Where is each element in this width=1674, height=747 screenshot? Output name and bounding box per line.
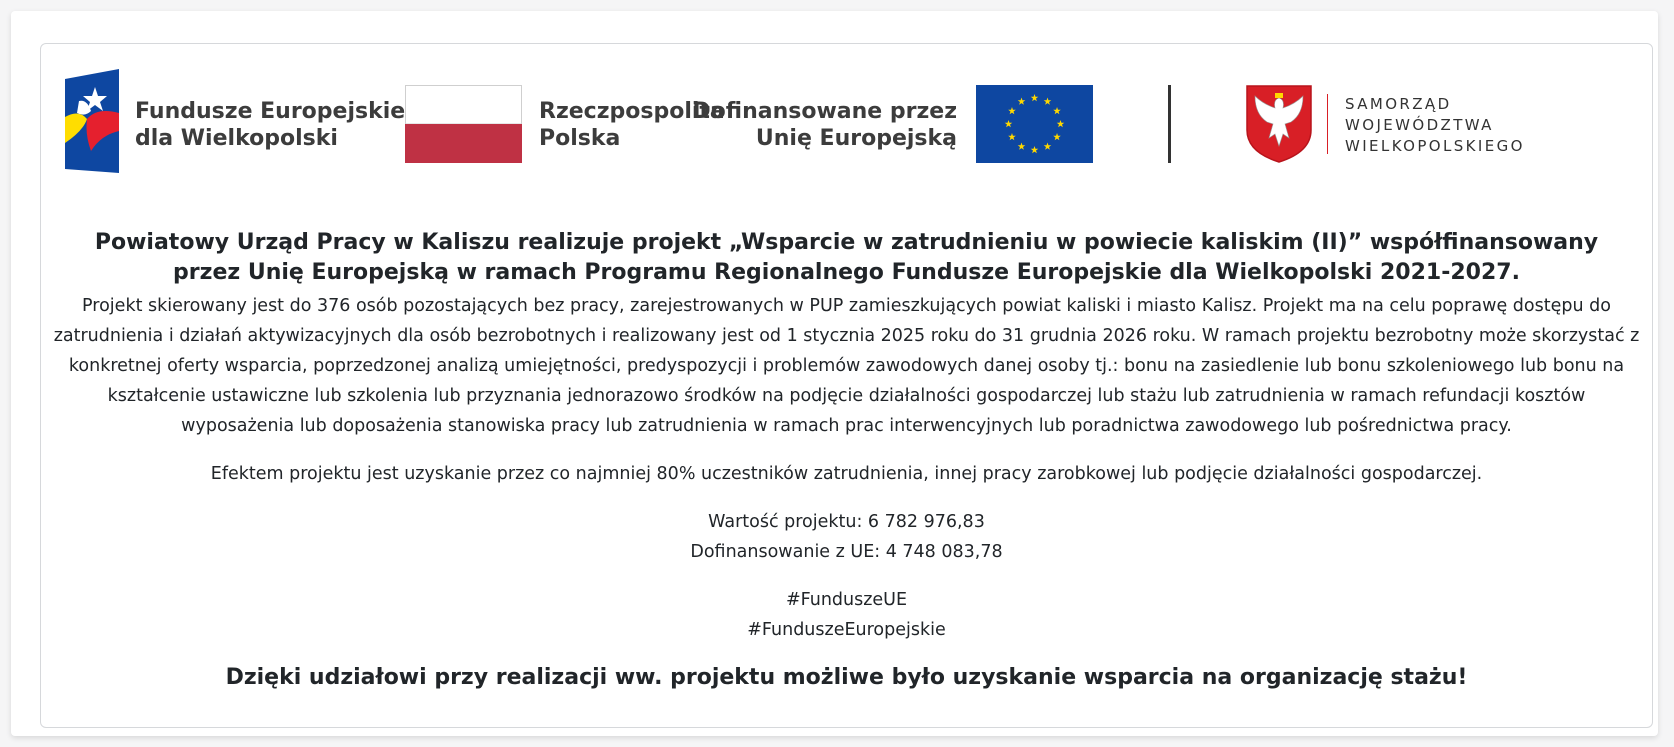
project-description: Projekt skierowany jest do 376 osób pozostających bez pracy, zarejestrowanych w PUP zamieszkujących powiat kaliski i miasto Kalisz. Projekt ma na celu poprawę dostępu do zatrudnienia i działań aktywizacyjnych dla osób bezrobotnych i realizowany jest od 1 stycznia 2025 roku do 31 grudnia 2026 roku. W ramach projektu bezrobotny może skorzystać z konkretnej oferty wsparcia, poprzedzonej analizą umiejętności, predyspozycji i problemów zawodowych danej osoby tj.: bonu na zasiedlenie lub bonu szkoleniowego lub bonu na kształcenie ustawiczne lub szkolenia lub przyznania jednorazowo środków na podjęcie działalności gospodarczej lub stażu lub zatrudnienia w ramach refundacji kosztów wyposażenia lub doposażenia stanowiska pracy lub zatrudnienia w ramach prac interwencyjnych lub poradnictwa zawodowego lub pośrednictwa pracy. (53, 296, 1640, 436)
project-values (41, 507, 1652, 567)
hashtag-funduszeue: #FunduszeUE (785, 590, 908, 610)
project-value: Wartość projektu: 6 782 976,83 (708, 512, 985, 532)
eu-logo-text (692, 98, 957, 152)
rp-logo-line2: Polska (539, 126, 621, 151)
eu-logo-line1: Dofinansowane przez (692, 99, 957, 124)
fe-logo-line1: Fundusze Europejskie (135, 99, 406, 124)
sam-logo-line3: WIELKOPOLSKIEGO (1345, 137, 1525, 155)
final-statement: Dzięki udziałowi przy realizacji ww. projektu możliwe było uzyskanie wsparcia na organizację stażu! (225, 665, 1468, 690)
polish-flag-icon (405, 85, 522, 163)
project-info-card (40, 43, 1653, 728)
fe-logo-line2: dla Wielkopolski (135, 126, 338, 151)
logo-divider (1168, 85, 1171, 163)
project-heading: Powiatowy Urząd Pracy w Kaliszu realizuje projekt „Wsparcie w zatrudnieniu w powiecie kaliskim (II)” współfinansowany przez Unię Europejską w ramach Programu Regionalnego Fundusze Europejskie dla Wielkopolski 2021-2027. (94, 230, 1599, 285)
eu-flag-icon (976, 85, 1093, 163)
sam-logo-line1: SAMORZĄD (1345, 95, 1452, 113)
hashtags (41, 585, 1652, 645)
wielkopolska-eagle-shield-icon (1245, 84, 1313, 164)
hashtag-funduszeeuropejskie: #FunduszeEuropejskie (747, 620, 946, 640)
eu-logo-line2: Unię Europejską (755, 126, 957, 151)
fundusze-europejskie-logo-icon (65, 69, 119, 173)
rp-logo-line1: Rzeczpospolita (539, 99, 725, 124)
page-container (11, 11, 1658, 736)
project-effect: Efektem projektu jest uzyskanie przez co najmniej 80% uczestników zatrudnienia, innej pracy zarobkowej lub podjęcie działalności gospodarczej. (210, 464, 1483, 484)
project-content (41, 228, 1652, 693)
sam-divider (1327, 94, 1328, 154)
project-cofinancing: Dofinansowanie z UE: 4 748 083,78 (690, 542, 1003, 562)
sam-logo-line2: WOJEWÓDZTWA (1345, 116, 1494, 134)
logo-bar (41, 44, 1652, 224)
